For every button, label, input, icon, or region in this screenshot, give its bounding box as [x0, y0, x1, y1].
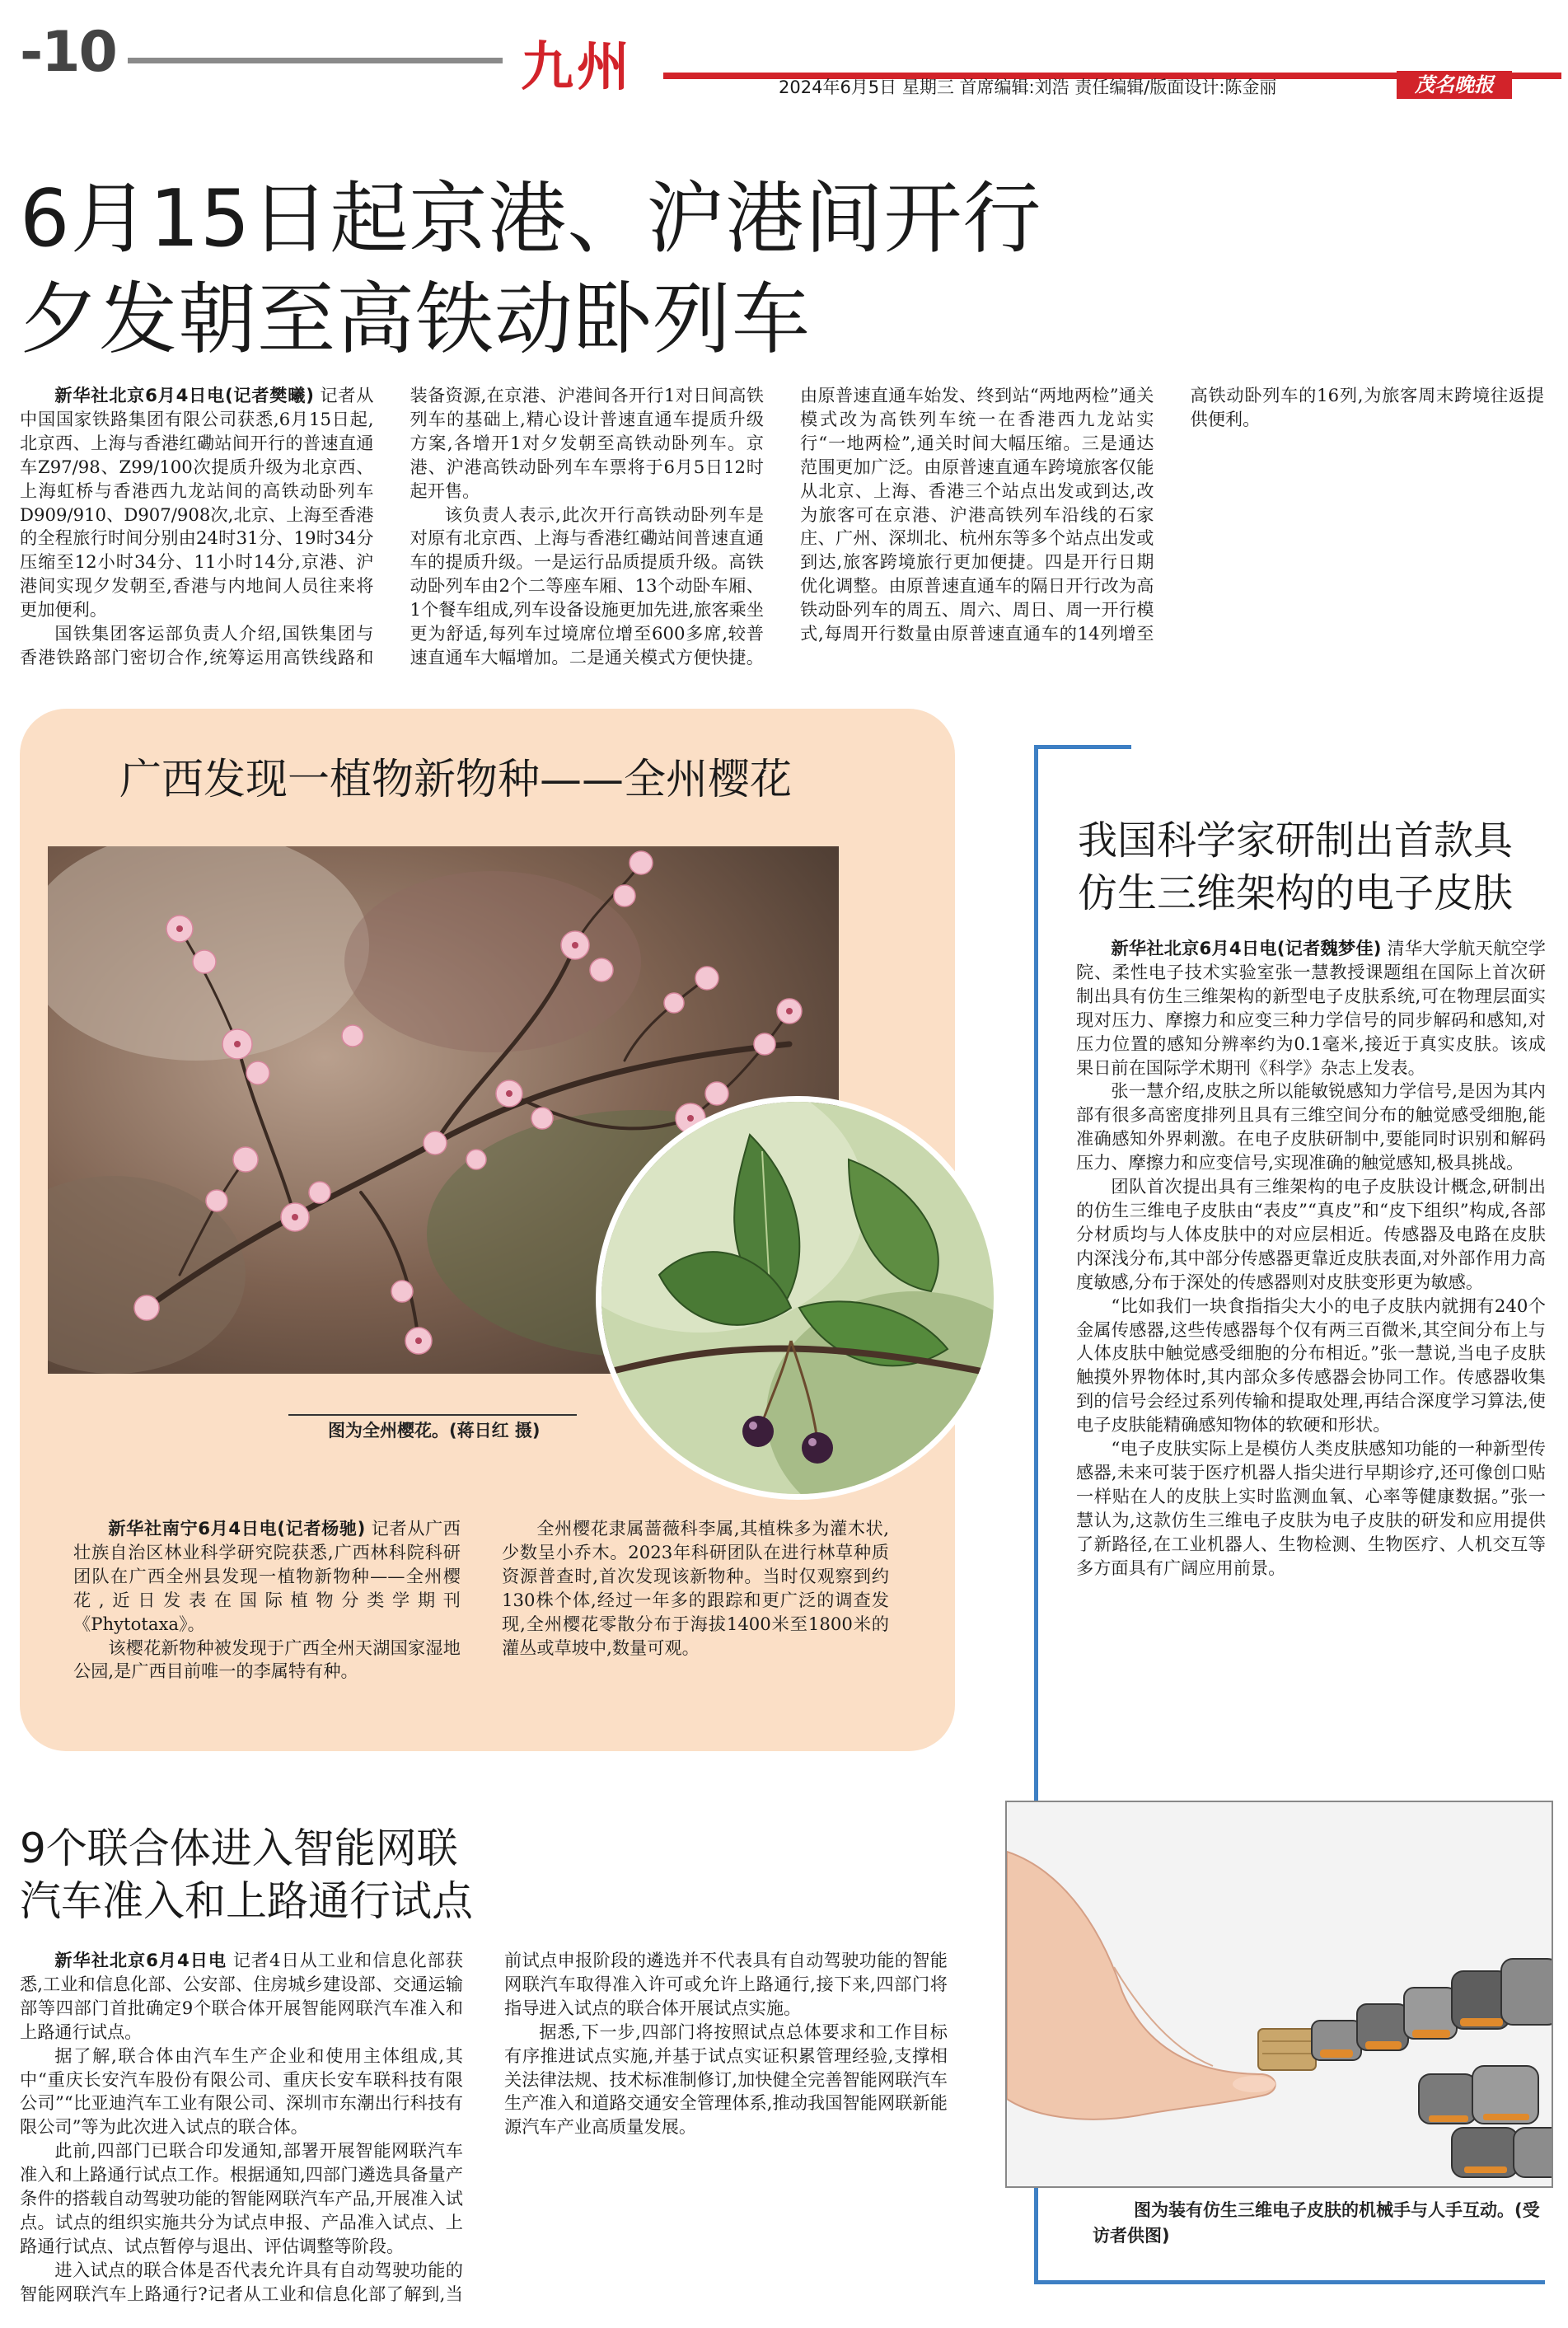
story3-paragraph: 清华大学航天航空学院、柔性电子技术实验室张一慧教授课题组在国际上首次研制出具有仿生三维架构的新型电子皮肤系统,可在物理层面实现对压力、摩擦力和应变三种力学信号的同步解码和感知,对压力位置的感知分辨率约为0.1毫米,接近于真实皮肤。该成果日前在国际学术期刊《科学》杂志上发表。	[1076, 938, 1546, 1078]
story4-paragraph: 据了解,联合体由汽车生产企业和使用主体组成,其中“重庆长安汽车股份有限公司、重庆长安车联科技有限公司”“比亚迪汽车工业有限公司、深圳市东潮出行科技有限公司”等为此次进入试点的联合体。	[20, 2045, 463, 2138]
story3-headline-line2: 仿生三维架构的电子皮肤	[1078, 870, 1514, 916]
story3-headline	[1078, 814, 1513, 920]
paper-logo: 茂名晚报	[1397, 71, 1512, 99]
story1-headline-line1: 6月15日起京港、沪港间开行	[20, 174, 1042, 265]
story4-headline-line1: 9个联合体进入智能网联	[20, 1824, 458, 1872]
story3-paragraph: 团队首次提出具有三维架构的电子皮肤设计概念,研制出的仿生三维电子皮肤由“表皮”“真皮”和“皮下组织”构成,各部分材质均与人体皮肤中的对应层相近。传感器及电路在皮肤内深浅分布,其中部分传感器更靠近皮肤表面,对外部作用力高度敏感,分布于深处的传感器则对皮肤变形更为敏感。	[1076, 1176, 1546, 1292]
story1-dateline: 新华社北京6月4日电(记者樊曦)	[54, 385, 314, 405]
story1-body	[20, 384, 1544, 672]
masthead-dateline: 2024年6月5日 星期三 首席编辑:刘浩 责任编辑/版面设计:陈金丽	[779, 77, 1277, 97]
story3-dateline: 新华社北京6月4日电(记者魏梦佳)	[1111, 938, 1382, 958]
story2-paragraph: 记者从广西壮族自治区林业科学研究院获悉,广西林科院科研团队在广西全州县发现一植物新物种——全州樱花,近日发表在国际植物分类学期刊《Phytotaxa》。	[73, 1518, 461, 1634]
story2-dateline: 新华社南宁6月4日电(记者杨驰)	[108, 1518, 366, 1539]
story4-headline	[20, 1822, 473, 1928]
masthead-rule-left	[128, 58, 503, 63]
story1-headline-line2: 夕发朝至高铁动卧列车	[20, 274, 812, 365]
section-badge	[519, 36, 648, 99]
story3-paragraph: “电子皮肤实际上是模仿人类皮肤感知功能的一种新型传感器,未来可装于医疗机器人指尖进行早期诊疗,还可像创口贴一样贴在人的皮肤上实时监测血氧、心率等健康数据。”张一慧认为,这款仿生三维电子皮肤为电子皮肤的研发和应用提供了新路径,在工业机器人、生物检测、生物医疗、人机交互等多方面具有广阔应用前景。	[1076, 1438, 1546, 1578]
cherry-fruit-inset-photo	[596, 1096, 999, 1500]
story2-body	[73, 1517, 889, 1731]
story3-body	[1076, 937, 1546, 1580]
cherry-caption-rule	[288, 1414, 577, 1416]
skin-frame-top	[1034, 745, 1131, 749]
story2-paragraph: 该樱花新物种被发现于广西全州天湖国家湿地公园,是广西目前唯一的李属特有种。	[73, 1637, 461, 1682]
story4-paragraph: 进入试点的联合体是否代表允许具有自动驾驶功能的智能网联汽车上路通行?记者从工业和信息化部了解到,当前试点申报阶段的遴选并不代表具有自动驾驶功能的智能网联汽车取得准入许可或允许上路通行,接下来,四部门将指导进入试点的联合体开展试点实施。	[20, 1950, 948, 2304]
story2-headline: 广西发现一植物新物种——全州樱花	[119, 756, 793, 804]
robot-hand-caption: 图为装有仿生三维电子皮肤的机械手与人手互动。(受访者供图)	[1093, 2200, 1540, 2246]
story3-paragraph: “比如我们一块食指指尖大小的电子皮肤内就拥有240个金属传感器,这些传感器每个仅有两三百微米,其空间分布上与人体皮肤中触觉感受细胞的分布相近。”张一慧说,当电子皮肤触摸外界物体时,其内部众多传感器会协同工作。传感器收集到的信号会经过系列传输和提取处理,再结合深度学习算法,使电子皮肤能精确感知物体的软硬和形状。	[1076, 1295, 1546, 1436]
story4-paragraph: 据悉,下一步,四部门将按照试点总体要求和工作目标有序推进试点实施,并基于试点实证积累管理经验,支撑相关法律法规、技术标准制修订,加快健全完善智能网联汽车生产准入和道路交通安全管理体系,推动我国智能网联新能源汽车产业高质量发展。	[504, 2021, 948, 2138]
skin-frame-bottom	[1034, 2280, 1545, 2284]
story1-paragraph: 国铁集团客运部负责人介绍,国铁集团与香港铁路部门密切合作,统筹运用高铁线路和装备资源,在京港、沪港间各开行1对日间高铁列车的基础上,精心设计普速直通车提质升级方案,各增开1对夕发朝至高铁动卧列车。京港、沪港高铁动卧列车车票将于6月5日12时起开售。	[20, 385, 764, 667]
story1-paragraph: 该负责人表示,此次开行高铁动卧列车是对原有北京西、上海与香港红磡站间普速直通车的提质升级。一是运行品质提质升级。高铁动卧列车由2个二等座车厢、13个动卧车厢、1个餐车组成,列车设备设施更加先进,旅客乘坐更为舒适,每列车过境席位增至600多席,较普速直通车大幅增加。二是通关模式方便快捷。由原普速直通车始发、终到站“两地两检”通关模式改为高铁列车统一在香港西九龙站实行“一地两检”,通关时间大幅压缩。三是通达范围更加广泛。由原普速直通车跨境旅客仅能从北京、上海、香港三个站点出发或到达,改为旅客可在京港、沪港高铁列车沿线的石家庄、广州、深圳北、杭州东等多个站点出发或到达,旅客跨境旅行更加便捷。四是开行日期优化调整。由原普速直通车的隔日开行改为高铁动卧列车的周五、周六、周日、周一开行模式,每周开行数量由原普速直通车的14列增至高铁动卧列车的16列,为旅客周末跨境往返提供便利。	[410, 385, 1544, 667]
story3-paragraph: 张一慧介绍,皮肤之所以能敏锐感知力学信号,是因为其内部有很多高密度排列且具有三维空间分布的触觉感受细胞,能准确感知外界刺激。在电子皮肤研制中,要能同时识别和解码压力、摩擦力和应变信号,实现准确的触觉感知,极具挑战。	[1076, 1080, 1546, 1173]
story1-paragraph: 记者从中国国家铁路集团有限公司获悉,6月15日起,北京西、上海与香港红磡站间开行的普速直通车Z97/98、Z99/100次提质升级为北京西、上海虹桥与香港西九龙站间的高铁动卧列车D909/910、D907/908次,北京、上海至香港的全程旅行时间分别由24时31分、19时34分压缩至12小时34分、11小时14分,京港、沪港间实现夕发朝至,香港与内地间人员往来将更加便利。	[20, 385, 374, 621]
story4-paragraph: 记者4日从工业和信息化部获悉,工业和信息化部、公安部、住房城乡建设部、交通运输部等四部门首批确定9个联合体开展智能网联汽车准入和上路通行试点。	[20, 1950, 463, 2042]
story3-headline-line1: 我国科学家研制出首款具	[1078, 817, 1514, 864]
page-number: -10	[20, 20, 116, 85]
robot-hand-photo	[1005, 1801, 1553, 2188]
cherry-photo-caption: 图为全州樱花。(蒋日红 摄)	[328, 1421, 541, 1440]
story4-body	[20, 1949, 948, 2312]
story4-dateline: 新华社北京6月4日电	[54, 1950, 227, 1970]
story4-headline-line2: 汽车准入和上路通行试点	[20, 1877, 473, 1925]
story1-headline	[20, 169, 1041, 370]
story2-paragraph: 全州樱花隶属蔷薇科李属,其植株多为灌木状,少数呈小乔木。2023年科研团队在进行林草种质资源普查时,首次发现该新物种。当时仅观察到约130株个体,经过一年多的跟踪和更广泛的调查发现,全州樱花零散分布于海拔1400米至1800米的灌丛或草坡中,数量可观。	[502, 1518, 889, 1658]
story4-paragraph: 此前,四部门已联合印发通知,部署开展智能网联汽车准入和上路通行试点工作。根据通知,四部门遴选具备量产条件的搭载自动驾驶功能的智能网联汽车产品,开展准入试点。试点的组织实施共分为试点申报、产品准入试点、上路通行试点、试点暂停与退出、评估调整等阶段。	[20, 2140, 463, 2256]
section-title: 九州	[521, 36, 633, 98]
